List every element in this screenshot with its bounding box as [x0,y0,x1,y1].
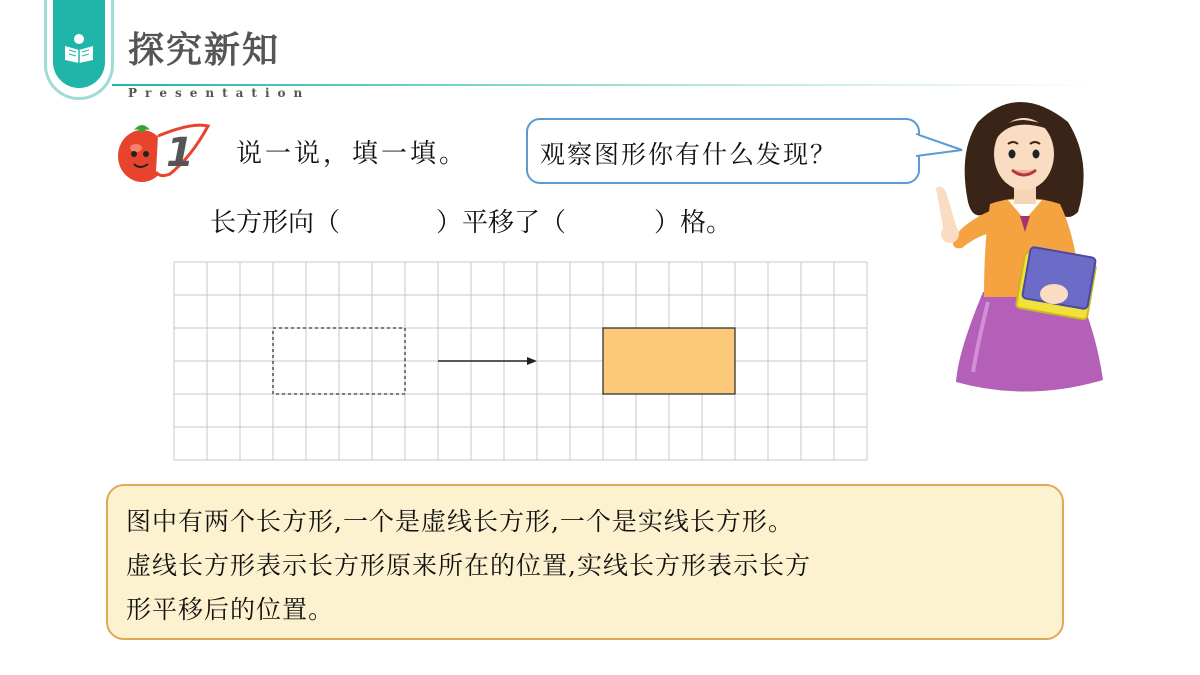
speech-bubble [526,118,920,184]
page-subtitle: Presentation [128,86,311,100]
page-title: 探究新知 [128,30,281,71]
fill-in-sentence [210,202,732,239]
solid-rectangle [603,328,735,394]
exercise-prompt: 说一说，填一填。 [236,139,469,169]
translation-grid [172,260,872,464]
explanation-box [106,484,1064,640]
exercise-number: 1 [166,130,194,176]
reading-person-icon [62,30,96,64]
arrow-head [527,357,537,365]
explanation-line-1: 图中有两个长方形,一个是虚线长方形,一个是实线长方形。 [126,507,794,536]
speech-bubble-text: 观察图形你有什么发现？ [540,140,838,169]
tomato-mascot-icon [112,116,212,188]
header-tab [44,0,114,100]
explanation-line-3: 形平移后的位置。 [126,595,335,624]
fill-text-part3: ）格。 [654,208,733,238]
fill-text-part2: ）平移了（ [436,208,567,238]
fill-text-part1: 长方形向（ [210,208,341,238]
explanation-line-2: 虚线长方形表示长方形原来所在的位置,实线长方形表示长方 [126,551,811,580]
header-tab-inner [53,0,105,88]
speech-bubble-tail [916,128,966,164]
